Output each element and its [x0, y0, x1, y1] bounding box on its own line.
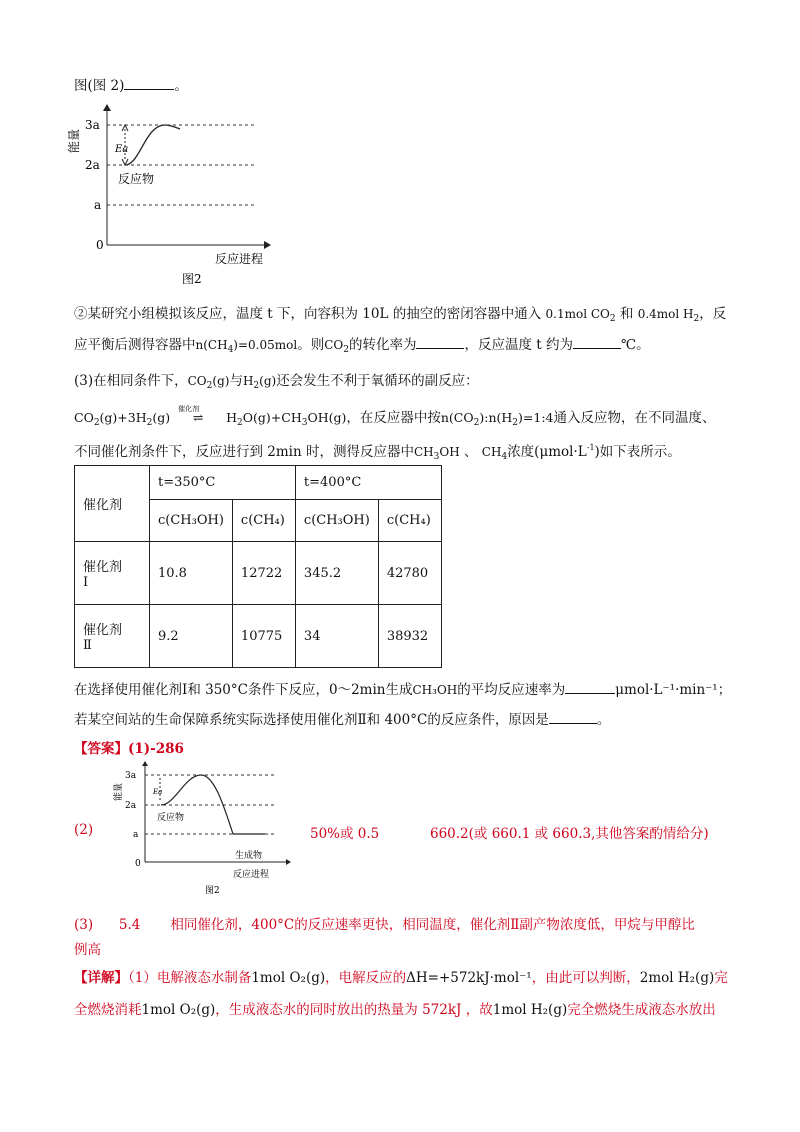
ea-label: Ea	[115, 144, 129, 155]
reactant-label: 反应物	[157, 813, 185, 823]
table-col-header: c(CH₄)	[232, 500, 295, 542]
table-cell: 10775	[232, 605, 295, 668]
ytick: 3a	[85, 118, 100, 132]
ytick: 0	[135, 859, 141, 869]
figure-caption: 图2	[182, 272, 202, 286]
y-axis-label: 能量	[67, 128, 81, 153]
energy-diagram-answer	[115, 760, 315, 900]
ytick: a	[133, 830, 139, 840]
q3-tail-line-2: 若某空间站的生命保障系统实际选择使用催化剂Ⅱ和 400°C的反应条件，原因是 。	[74, 712, 611, 728]
table-row	[75, 542, 442, 605]
detail-line-2: 全燃烧消耗1mol O₂(g)，生成液态水的同时放出的热量为 572kJ ，故1mol H₂(g)完全燃烧生成液态水放出	[74, 1002, 716, 1018]
answer-part-2-label: (2)	[74, 822, 94, 838]
answer-blank	[124, 76, 174, 90]
detail-line-1: 【详解】（1）电解液态水制备1mol O₂(g)，电解反应的ΔH=+572kJ·mol⁻¹，由此可以判断，2mol H₂(g)完	[74, 970, 728, 986]
table-cell: 9.2	[150, 605, 233, 668]
row-label: 催化剂 Ⅱ	[75, 605, 150, 668]
q3-line-2: $CO_2(g)+3H_2(g)$ 催化剂 ⇌ $H_2O(g)+CH_3OH(g)$，在反应器中按$n(CO_2):n(H_2)=1:4$通入反应物，在不同温度、	[74, 405, 716, 428]
table-cell: 34	[295, 605, 378, 668]
table-cell: 10.8	[150, 542, 233, 605]
answer-blank	[565, 680, 615, 694]
energy-curve	[125, 125, 180, 165]
intro-text: 图(图 2)	[74, 78, 125, 94]
table-header-temp: t=400°C	[295, 466, 441, 500]
q3-line-1: (3)在相同条件下，$CO_2(g)$与$H_2(g)$还会发生不利于氧循环的副反应：	[74, 373, 479, 391]
answer-part-2-b: 660.2(或 660.1 或 660.3,其他答案酌情给分)	[430, 826, 709, 842]
product-label: 生成物	[235, 851, 263, 861]
ea-label: Ea	[153, 788, 163, 796]
answer-blank	[549, 710, 597, 724]
answer-part-2-a: 50%或 0.5	[310, 826, 380, 842]
ytick: 2a	[85, 158, 100, 172]
ytick: 0	[96, 238, 104, 252]
ytick: 2a	[125, 801, 137, 811]
q2-line-2: 应平衡后测得容器中$n(CH_4)=0.05mol$。则$CO_2$的转化率为 ，反应温度 t 约为 ℃。	[74, 337, 650, 355]
intro-line: 图(图 2) 。	[74, 78, 188, 94]
q3-line-3: 不同催化剂条件下，反应进行到 2min 时，测得反应器中$CH_3OH$ 、 $CH_4$浓度$(\mu mol\cdot L^{-1})$如下表所示。	[74, 443, 681, 462]
ytick: a	[94, 198, 102, 212]
side-reaction-equation: $CO_2(g)+3H_2(g)$ 催化剂 ⇌ $H_2O(g)+CH_3OH(g)$	[74, 405, 347, 428]
table-cell: 38932	[378, 605, 441, 668]
table-col-header: c(CH₄)	[378, 500, 441, 542]
table-row	[75, 605, 442, 668]
figure-caption: 图2	[205, 886, 220, 896]
q2-line-1: ②某研究小组模拟该反应，温度 t 下，向容积为 10L 的抽空的密闭容器中通入 0.1mol $CO_2$ 和 0.4mol $H_2$，反	[74, 306, 727, 324]
table-header-catalyst: 催化剂	[75, 466, 150, 542]
table-cell: 345.2	[295, 542, 378, 605]
reactant-label: 反应物	[118, 172, 155, 186]
row-label: 催化剂 Ⅰ	[75, 542, 150, 605]
answer-blank	[416, 335, 464, 349]
table-col-header: c(CH₃OH)	[295, 500, 378, 542]
table-cell: 12722	[232, 542, 295, 605]
x-axis-label: 反应进程	[215, 252, 264, 266]
q3-tail-line-1: 在选择使用催化剂Ⅰ和 350°C条件下反应，0～2min生成CH₃OH的平均反应速率为 μmol·L⁻¹·min⁻¹；	[74, 682, 732, 698]
answer-part-3-cont: 例高	[74, 942, 101, 958]
x-axis-label: 反应进程	[233, 870, 270, 880]
table-cell: 42780	[378, 542, 441, 605]
concentration-table	[74, 465, 442, 668]
answer-label: 【答案】(1)-286	[74, 741, 184, 757]
energy-diagram-question	[67, 105, 300, 290]
table-header-temp: t=350°C	[150, 466, 296, 500]
answer-blank	[573, 335, 621, 349]
table-col-header: c(CH₃OH)	[150, 500, 233, 542]
y-axis-label: 能量	[114, 782, 124, 801]
answer-part-3: (3) 5.4 相同催化剂，400°C的反应速率更快，相同温度，催化剂Ⅱ副产物浓度低，甲烷与甲醇比	[74, 917, 695, 933]
ytick: 3a	[125, 771, 137, 781]
